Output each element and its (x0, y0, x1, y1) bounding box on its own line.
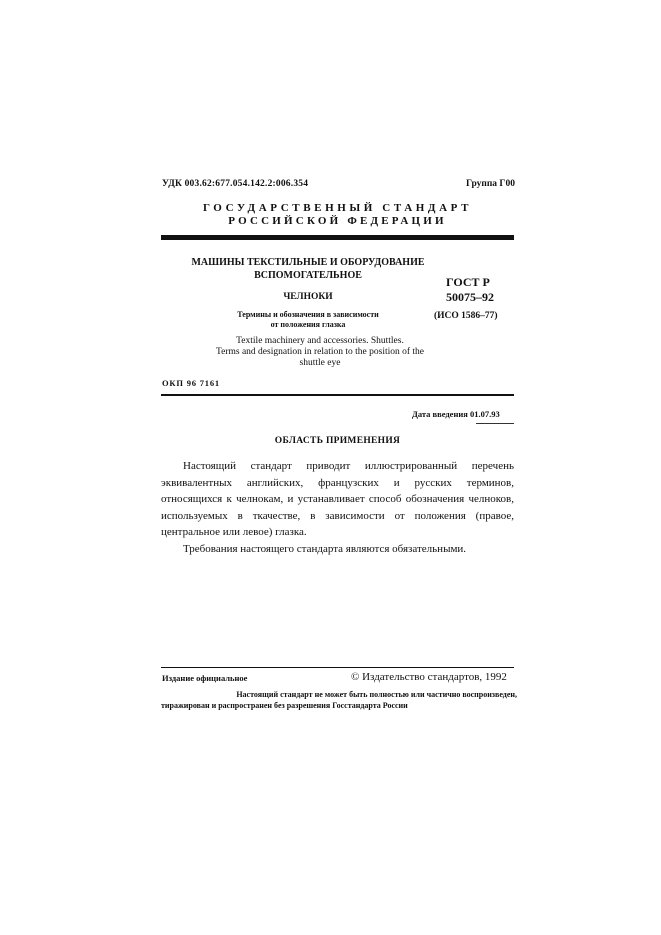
iso-reference: (ИСО 1586–77) (434, 311, 498, 321)
english-title-line3: shuttle eye (299, 358, 341, 368)
official-edition-label: Издание официальное (162, 673, 248, 683)
header-divider (161, 235, 514, 240)
introduction-date: Дата введения 01.07.93 (412, 409, 500, 419)
copyright-notice: © Издательство стандартов, 1992 (351, 671, 507, 683)
udk-code: УДК 003.62:677.054.142.2:006.354 (162, 179, 309, 189)
reproduction-notice-line1: Настоящий стандарт не может быть полностью или частично воспроизведен, (236, 690, 517, 699)
section-body (161, 458, 514, 557)
gost-label: ГОСТ Р (446, 275, 490, 289)
title-block-divider (161, 394, 514, 396)
footer-divider (161, 667, 514, 668)
paragraph-scope: Настоящий стандарт приводит иллюстрированный перечень эквивалентных английских, французских и русских терминов, относящихся к челнокам, и устанавливает способ обозначения челноков, используемых в ткачестве, в зависимости от положения (правое, центральное или левое) глазка. (161, 460, 514, 538)
reproduction-notice (161, 689, 517, 711)
english-title-line1: Textile machinery and accessories. Shuttles. (236, 336, 404, 346)
document-subtitle-line2: от положения глазка (270, 320, 346, 329)
standard-title-line1: ГОСУДАРСТВЕННЫЙ СТАНДАРТ (202, 202, 473, 214)
gost-number: 50075–92 (446, 290, 494, 304)
paragraph-requirements: Требования настоящего стандарта являются обязательными. (183, 542, 467, 555)
group-code: Группа Г00 (466, 179, 515, 189)
document-title-line2: ВСПОМОГАТЕЛЬНОЕ (254, 270, 362, 281)
date-underline (476, 423, 514, 424)
document-subject: ЧЕЛНОКИ (283, 292, 333, 302)
standard-title-line2: РОССИЙСКОЙ ФЕДЕРАЦИИ (228, 215, 447, 227)
reproduction-notice-line2: тиражирован и распространен без разрешения Госстандарта России (161, 701, 408, 710)
document-subtitle-line1: Термины и обозначения в зависимости (237, 310, 379, 319)
english-title-line2: Terms and designation in relation to the position of the (215, 347, 425, 357)
okp-code: ОКП 96 7161 (162, 378, 220, 388)
document-title-line1: МАШИНЫ ТЕКСТИЛЬНЫЕ И ОБОРУДОВАНИЕ (191, 257, 425, 268)
section-heading: ОБЛАСТЬ ПРИМЕНЕНИЯ (274, 436, 401, 446)
